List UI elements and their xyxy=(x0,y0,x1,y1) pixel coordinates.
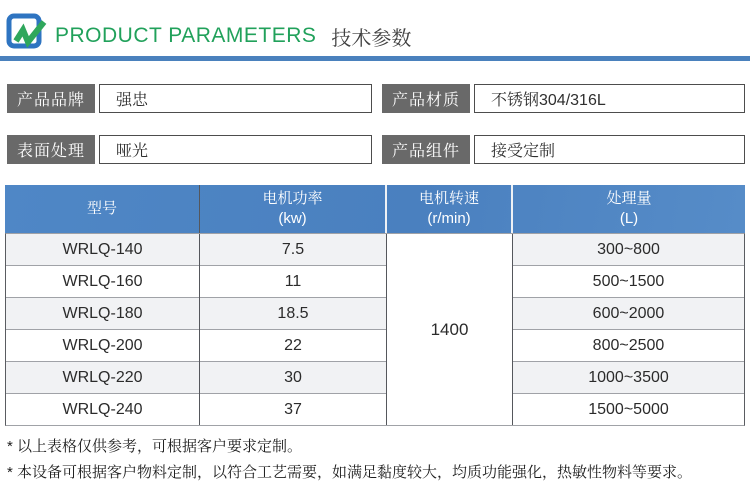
spec-table-header xyxy=(5,185,745,233)
footnote: * 以上表格仅供参考，可根据客户要求定制。 xyxy=(7,438,303,455)
col-header-line1: 处理量 xyxy=(606,190,652,207)
col-header-line1: 电机功率 xyxy=(262,190,323,207)
info-value: 接受定制 xyxy=(474,135,745,164)
section-title xyxy=(55,22,411,50)
column-power xyxy=(200,234,387,425)
info-label: 产品材质 xyxy=(382,84,470,113)
speed-merged-cell: 1400 xyxy=(387,234,512,425)
model-cell: WRLQ-160 xyxy=(6,266,199,298)
info-field-surface xyxy=(7,135,372,164)
info-label: 产品组件 xyxy=(382,135,470,164)
col-header-line2: (L) xyxy=(619,210,639,227)
info-label: 表面处理 xyxy=(7,135,95,164)
col-header-line2: (kw) xyxy=(278,210,307,227)
col-header-capacity xyxy=(513,185,745,233)
section-title-cn: 技术参数 xyxy=(331,27,412,50)
capacity-cell: 1000~3500 xyxy=(513,362,744,394)
power-cell: 30 xyxy=(200,362,386,394)
info-field-components xyxy=(382,135,745,164)
column-speed xyxy=(387,234,513,425)
model-cell: WRLQ-220 xyxy=(6,362,199,394)
col-header-power xyxy=(200,185,387,233)
info-value: 强忠 xyxy=(99,84,372,113)
capacity-cell: 800~2500 xyxy=(513,330,744,362)
spec-table-body xyxy=(5,233,745,426)
footnotes xyxy=(7,434,747,486)
capacity-cell: 1500~5000 xyxy=(513,394,744,425)
column-model xyxy=(6,234,200,425)
model-cell: WRLQ-200 xyxy=(6,330,199,362)
power-cell: 37 xyxy=(200,394,386,425)
power-cell: 18.5 xyxy=(200,298,386,330)
col-header-line1: 型号 xyxy=(86,200,117,217)
col-header-line2: (r/min) xyxy=(427,210,471,227)
section-header xyxy=(0,0,750,61)
column-capacity xyxy=(513,234,744,425)
section-title-en: PRODUCT PARAMETERS xyxy=(55,24,317,47)
info-label: 产品品牌 xyxy=(7,84,95,113)
model-cell: WRLQ-240 xyxy=(6,394,199,425)
power-cell: 11 xyxy=(200,266,386,298)
info-field-brand xyxy=(7,84,372,113)
info-value: 哑光 xyxy=(99,135,372,164)
power-cell: 22 xyxy=(200,330,386,362)
col-header-line1: 电机转速 xyxy=(418,190,479,207)
power-cell: 7.5 xyxy=(200,234,386,266)
capacity-cell: 600~2000 xyxy=(513,298,744,330)
brand-logo-icon xyxy=(6,13,56,55)
col-header-speed xyxy=(387,185,513,233)
info-value: 不锈钢304/316L xyxy=(474,84,745,113)
header-divider xyxy=(0,56,750,61)
model-cell: WRLQ-180 xyxy=(6,298,199,330)
spec-table xyxy=(5,185,745,426)
info-field-material xyxy=(382,84,745,113)
model-cell: WRLQ-140 xyxy=(6,234,199,266)
capacity-cell: 500~1500 xyxy=(513,266,744,298)
footnote: * 本设备可根据客户物料定制，以符合工艺需要，如满足黏度较大，均质功能强化，热敏性物料等要求。 xyxy=(7,464,693,481)
col-header-model xyxy=(5,185,200,233)
capacity-cell: 300~800 xyxy=(513,234,744,266)
